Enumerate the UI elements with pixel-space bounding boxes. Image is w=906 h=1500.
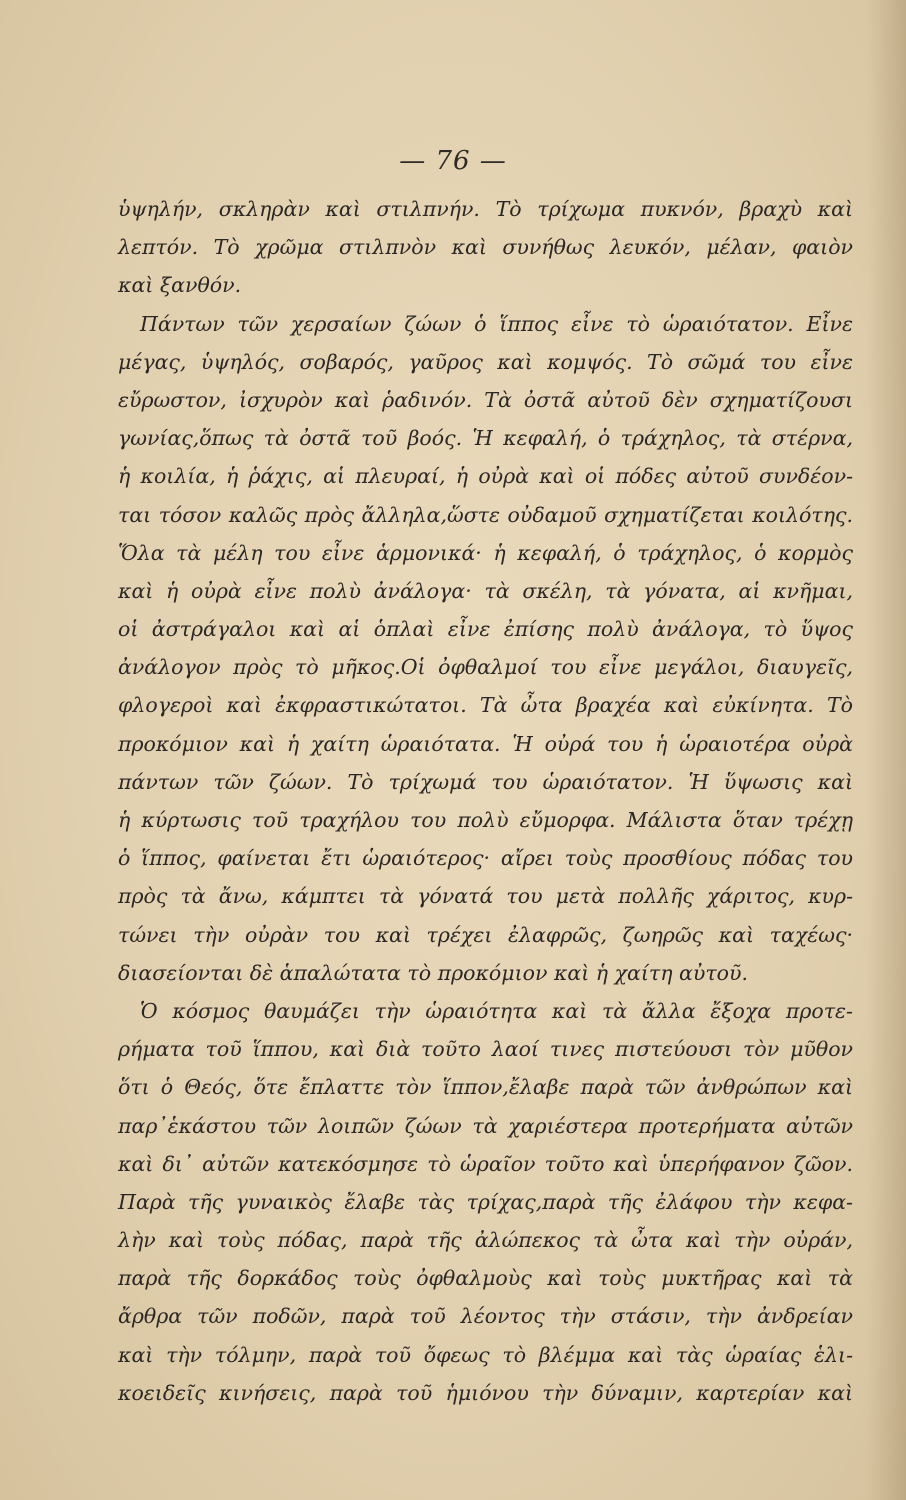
text-line: ὑψηλήν, σκληρὰν καὶ στιλπνήν. Τὸ τρίχωμα πυκνόν, βραχὺ καὶ [118,197,853,221]
text-line: καὶ ἡ οὐρὰ εἶνε πολὺ ἀνάλογα· τὰ σκέλη, τὰ γόνατα, αἱ κνῆμαι, [118,578,853,603]
page-number: — 76 — [399,146,507,176]
text-line: γωνίας,ὅπως τὰ ὀστᾶ τοῦ βοός. Ἡ κεφαλή, ὁ τράχηλος, τὰ στέρνα, [118,426,853,451]
page-edge-shadow [866,0,906,1500]
text-line: ἡ κύρτωσις τοῦ τραχήλου του πολὺ εὔμορφα. Μάλιστα ὅταν τρέχῃ [118,808,853,832]
text-line: οἱ ἀστράγαλοι καὶ αἱ ὁπλαὶ εἶνε ἐπίσης πολὺ ἀνάλογα, τὸ ὕψος [118,617,853,642]
paragraph-start-line: Ὁ κόσμος θαυμάζει τὴν ὡραιότητα καὶ τὰ ἄλλα ἔξοχα προτε- [140,998,853,1023]
text-line: διασείονται δὲ ἁπαλώτατα τὸ προκόμιον καὶ ἡ χαίτη αὐτοῦ. [118,960,748,985]
text-line: καὶ ξανθόν. [118,273,242,298]
text-line: λὴν καὶ τοὺς πόδας, παρὰ τῆς ἀλώπεκος τὰ ὦτα καὶ τὴν οὐράν, [118,1228,853,1253]
text-line: Ὅλα τὰ μέλη του εἶνε ἁρμονικά· ἡ κεφαλή, ὁ τράχηλος, ὁ κορμὸς [118,540,853,565]
text-line: ρήματα τοῦ ἵππου, καὶ διὰ τοῦτο λαοί τινες πιστεύουσι τὸν μῦθον [118,1037,853,1062]
text-line: Παρὰ τῆς γυναικὸς ἔλαβε τὰς τρίχας,παρὰ τῆς ἐλάφου τὴν κεφα- [118,1189,853,1214]
text-line: καὶ δι᾽ αὐτῶν κατεκόσμησε τὸ ὡραῖον τοῦτο καὶ ὑπερήφανον ζῶον. [118,1151,853,1176]
text-line: εὔρωστον, ἰσχυρὸν καὶ ῥαδινόν. Τὰ ὀστᾶ αὐτοῦ δὲν σχηματίζουσι [118,387,853,412]
text-line: ὁ ἵππος, φαίνεται ἔτι ὡραιότερος· αἴρει τοὺς προσθίους πόδας του [118,846,853,871]
text-line: τώνει τὴν οὐρὰν του καὶ τρέχει ἐλαφρῶς, ζωηρῶς καὶ ταχέως· [118,922,853,947]
text-line: παρὰ τῆς δορκάδος τοὺς ὀφθαλμοὺς καὶ τοὺς μυκτῆρας καὶ τὰ [118,1266,853,1291]
text-line: παρ᾽ἑκάστου τῶν λοιπῶν ζώων τὰ χαριέστερα προτερήματα αὐτῶν [118,1113,853,1138]
text-line: λεπτόν. Τὸ χρῶμα στιλπνὸν καὶ συνήθως λευκόν, μέλαν, φαιὸν [118,235,853,260]
text-line: ἡ κοιλία, ἡ ῥάχις, αἱ πλευραί, ἡ οὐρὰ καὶ οἱ πόδες αὐτοῦ συνδέον- [118,464,853,489]
paragraph-start-line: Πάντων τῶν χερσαίων ζώων ὁ ἵππος εἶνε τὸ ὡραιότατον. Εἶνε [140,311,853,336]
text-line: φλογεροὶ καὶ ἐκφραστικώτατοι. Τὰ ὦτα βραχέα καὶ εὐκίνητα. Τὸ [118,693,853,718]
body-text [118,190,853,1412]
text-line: ὅτι ὁ Θεός, ὅτε ἔπλαττε τὸν ἵππον,ἔλαβε παρὰ τῶν ἀνθρώπων καὶ [118,1075,853,1100]
text-line: πάντων τῶν ζώων. Τὸ τρίχωμά του ὡραιότατον. Ἡ ὕψωσις καὶ [118,769,853,794]
text-line: προκόμιον καὶ ἡ χαίτη ὡραιότατα. Ἡ οὐρά του ἡ ὡραιοτέρα οὐρὰ [118,731,853,756]
text-line: ται τόσον καλῶς πρὸς ἄλληλα,ὥστε οὐδαμοῦ σχηματίζεται κοιλότης. [118,502,853,527]
text-line: ἀνάλογον πρὸς τὸ μῆκος.Οἱ ὀφθαλμοί του εἶνε μεγάλοι, διαυγεῖς, [118,655,853,680]
text-line: πρὸς τὰ ἄνω, κάμπτει τὰ γόνατά του μετὰ πολλῆς χάριτος, κυρ- [118,884,853,909]
text-line: ἄρθρα τῶν ποδῶν, παρὰ τοῦ λέοντος τὴν στάσιν, τὴν ἀνδρείαν [118,1304,853,1329]
text-line: μέγας, ὑψηλός, σοβαρός, γαῦρος καὶ κομψός. Τὸ σῶμά του εἶνε [118,349,853,374]
text-line: καὶ τὴν τόλμην, παρὰ τοῦ ὄφεως τὸ βλέμμα καὶ τὰς ὡραίας ἑλι- [118,1342,853,1367]
text-line: κοειδεῖς κινήσεις, παρὰ τοῦ ἡμιόνου τὴν δύναμιν, καρτερίαν καὶ [118,1380,853,1405]
